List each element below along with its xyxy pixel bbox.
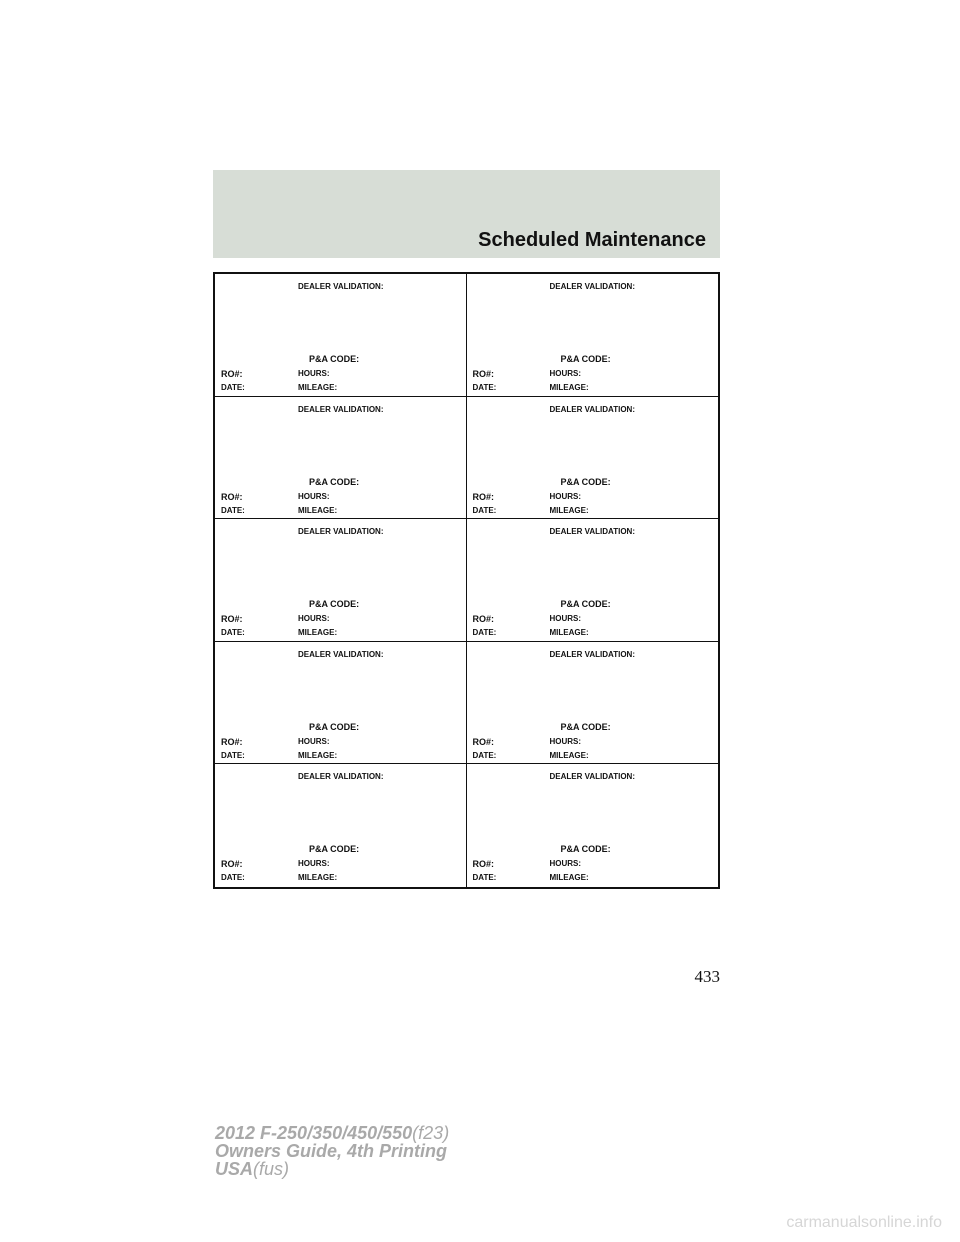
page-number: 433 [694, 967, 720, 986]
mileage-label: MILEAGE: [549, 873, 589, 883]
footer-model: 2012 F-250/350/450/550 [215, 1123, 413, 1143]
mileage-label: MILEAGE: [298, 750, 338, 760]
dealer-validation-label: DEALER VALIDATION: [549, 404, 635, 414]
dealer-validation-label: DEALER VALIDATION: [549, 527, 635, 537]
dealer-validation-label: DEALER VALIDATION: [298, 282, 384, 291]
mileage-label: MILEAGE: [549, 628, 589, 638]
dealer-validation-label: DEALER VALIDATION: [298, 649, 384, 659]
pa-code-label: P&A CODE: [560, 844, 611, 855]
date-label: DATE: [472, 873, 497, 883]
ro-label: RO#: [221, 859, 243, 870]
pa-code-label: P&A CODE: [309, 476, 360, 487]
pa-code-label: P&A CODE: [309, 354, 360, 364]
pa-code-label: P&A CODE: [560, 599, 611, 610]
ro-label: RO#: [472, 491, 495, 502]
date-label: DATE: [472, 505, 497, 515]
pa-code-label: P&A CODE: [309, 721, 360, 732]
footer-line-region [215, 1160, 449, 1178]
section-title: Scheduled Maintenance [478, 229, 706, 251]
validation-cell [215, 397, 467, 520]
ro-label: RO#: [472, 736, 495, 747]
ro-label: RO#: [221, 614, 243, 625]
pa-code-label: P&A CODE: [560, 476, 611, 487]
date-label: DATE: [221, 750, 245, 760]
mileage-label: MILEAGE: [298, 873, 338, 883]
ro-label: RO#: [221, 736, 243, 747]
mileage-label: MILEAGE: [298, 505, 338, 515]
validation-cell [467, 274, 719, 397]
footer-line-model [215, 1124, 449, 1142]
pa-code-label: P&A CODE: [309, 844, 360, 855]
validation-grid [213, 272, 720, 889]
date-label: DATE: [472, 628, 497, 638]
hours-label: HOURS: [549, 859, 582, 869]
dealer-validation-label: DEALER VALIDATION: [298, 772, 384, 782]
footer-region: USA [215, 1159, 254, 1179]
hours-label: HOURS: [298, 859, 330, 869]
hours-label: HOURS: [549, 491, 582, 501]
hours-label: HOURS: [549, 614, 582, 624]
dealer-validation-label: DEALER VALIDATION: [549, 649, 635, 659]
validation-cell [215, 764, 467, 887]
date-label: DATE: [221, 873, 245, 883]
hours-label: HOURS: [298, 736, 330, 746]
hours-label: HOURS: [298, 614, 330, 624]
dealer-validation-label: DEALER VALIDATION: [298, 404, 384, 414]
validation-cell [467, 764, 719, 887]
dealer-validation-label: DEALER VALIDATION: [298, 527, 384, 537]
ro-label: RO#: [472, 369, 495, 379]
validation-cell [215, 519, 467, 642]
watermark: carmanualsonline.info [786, 1214, 942, 1231]
hours-label: HOURS: [298, 491, 330, 501]
document-footer [215, 1124, 449, 1178]
hours-label: HOURS: [549, 736, 582, 746]
validation-cell [215, 642, 467, 765]
mileage-label: MILEAGE: [549, 505, 589, 515]
footer-guide: Owners Guide, 4th Printing [215, 1141, 448, 1161]
ro-label: RO#: [221, 369, 243, 379]
date-label: DATE: [221, 628, 245, 638]
hours-label: HOURS: [298, 369, 330, 378]
ro-label: RO#: [472, 859, 495, 870]
section-header-band [213, 170, 720, 258]
validation-cell [467, 519, 719, 642]
pa-code-label: P&A CODE: [560, 721, 611, 732]
pa-code-label: P&A CODE: [309, 599, 360, 610]
validation-cell [215, 274, 467, 397]
footer-model-code: (f23) [412, 1123, 450, 1143]
dealer-validation-label: DEALER VALIDATION: [549, 772, 635, 782]
mileage-label: MILEAGE: [298, 383, 338, 392]
pa-code-label: P&A CODE: [560, 354, 611, 364]
dealer-validation-label: DEALER VALIDATION: [549, 282, 635, 291]
mileage-label: MILEAGE: [549, 750, 589, 760]
validation-cell [467, 642, 719, 765]
footer-region-code: (fus) [253, 1159, 290, 1179]
date-label: DATE: [221, 383, 245, 392]
date-label: DATE: [472, 383, 497, 392]
ro-label: RO#: [221, 491, 243, 502]
ro-label: RO#: [472, 614, 495, 625]
date-label: DATE: [221, 505, 245, 515]
hours-label: HOURS: [549, 369, 582, 378]
date-label: DATE: [472, 750, 497, 760]
mileage-label: MILEAGE: [298, 628, 338, 638]
mileage-label: MILEAGE: [549, 383, 589, 392]
validation-cell [467, 397, 719, 520]
